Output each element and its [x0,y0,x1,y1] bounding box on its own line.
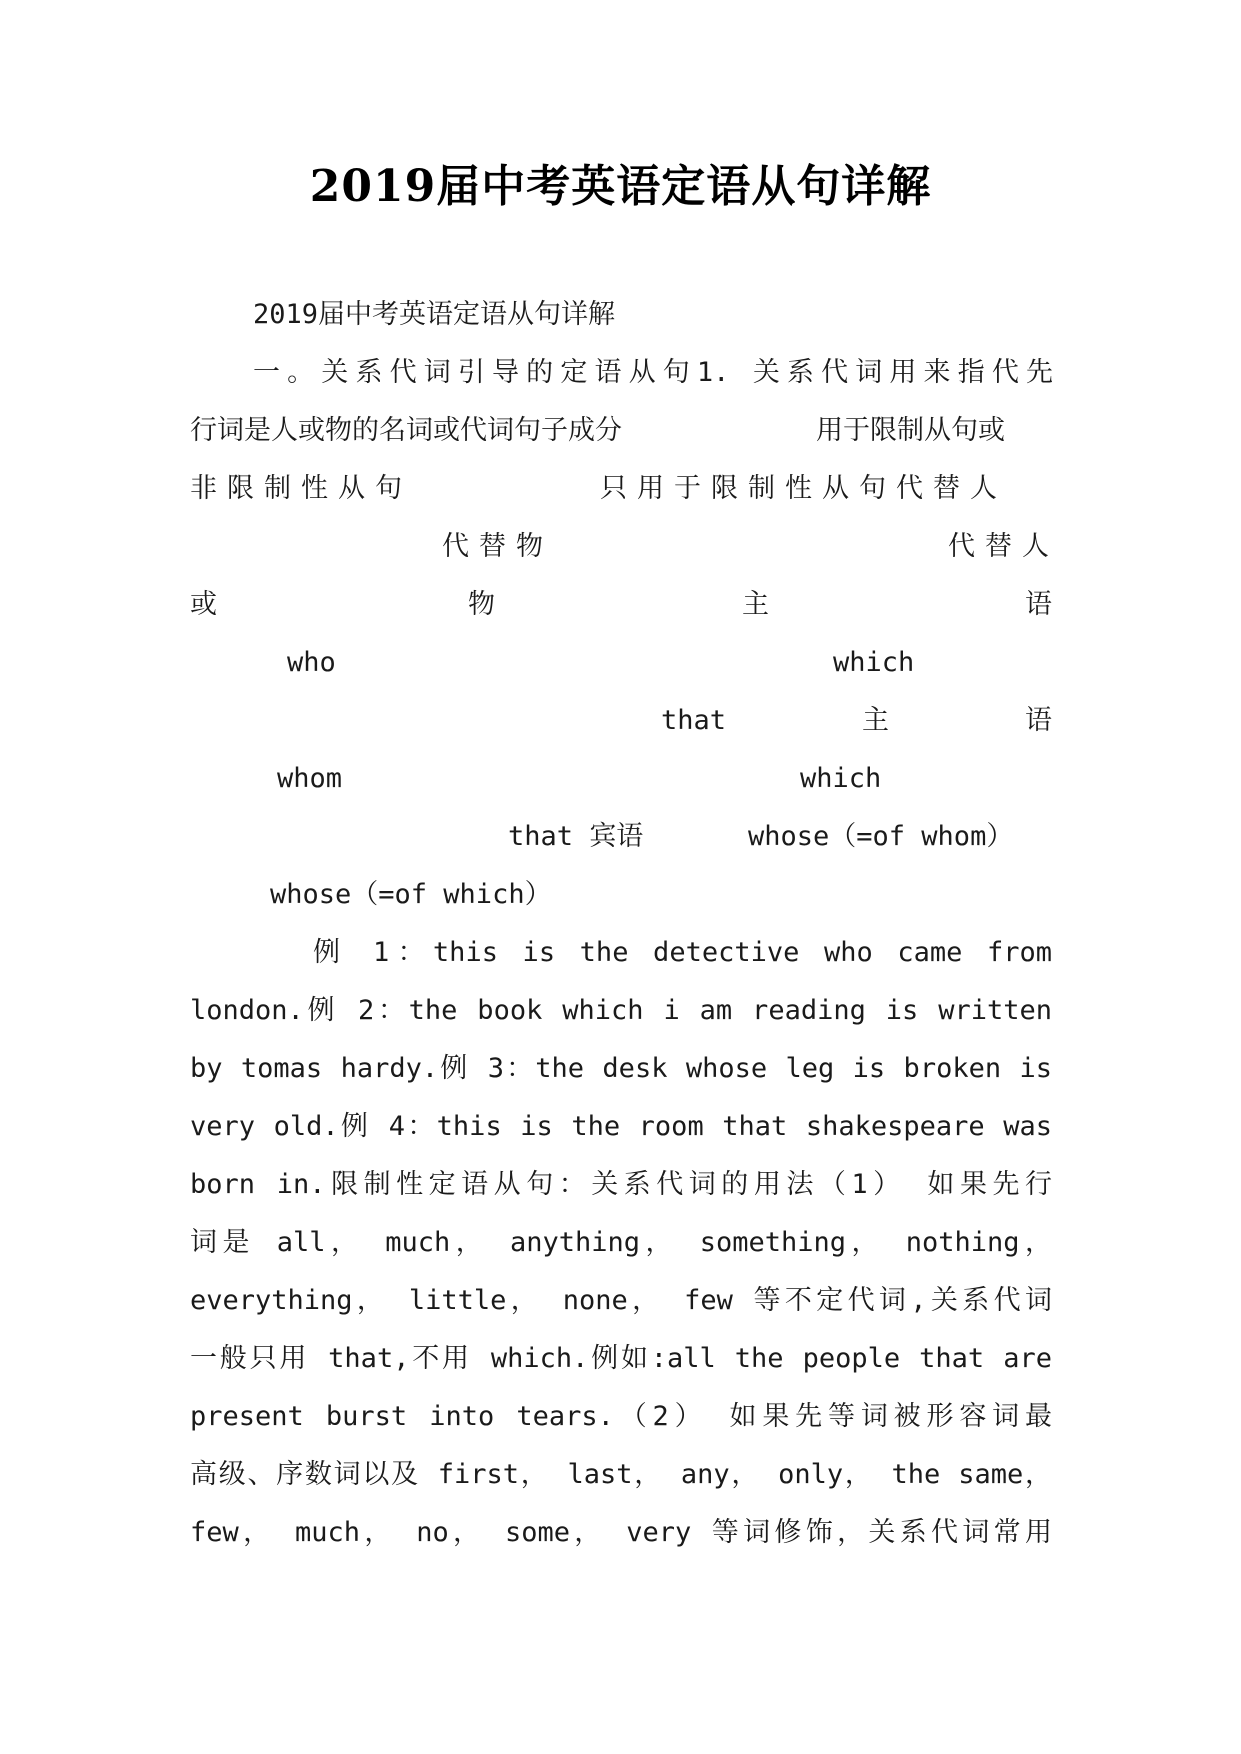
text-line: whom [277,763,343,794]
text-line: 主 [862,705,889,736]
text-line: by tomas hardy.例 3：the desk whose leg is broken is [190,1053,1052,1084]
text-line: 只用于限制性从句代替人 [600,473,1007,504]
text-line: which [800,763,882,794]
text-line: who [287,647,336,678]
text-line: whose（=of which） [270,879,552,910]
text-line: 高级、序数词以及 first， last， any， only， the same， [190,1459,1052,1490]
text-line: 一般只用 that,不用 which.例如:all the people that are [190,1343,1052,1374]
page-title: 2019届中考英语定语从句详解 [309,161,932,212]
text-line: 代替人 [948,531,1059,562]
text-line: 代替物 [442,531,553,562]
text-line: 语 [1025,589,1052,620]
subtitle: 2019届中考英语定语从句详解 [253,299,616,330]
text-line: 语 [1025,705,1052,736]
text-line: which [833,647,915,678]
text-line: 行词是人或物的名词或代词句子成分 [190,415,622,446]
text-line: london.例 2：the book which i am reading is written [190,995,1052,1026]
text-line: 物 [468,589,495,620]
text-line: everything， little， none， few 等不定代词,关系代词 [190,1285,1052,1316]
text-line: that 宾语 [508,821,644,852]
text-line: 例 1：this is the detective who came from [313,937,1052,968]
text-line: 非限制性从句 [190,473,412,504]
text-line: 一。关系代词引导的定语从句1. 关系代词用来指代先 [253,357,1053,388]
text-line: few， much， no， some， very 等词修饰，关系代词常用 [190,1517,1052,1548]
text-line: 词是 all， much， anything， something， nothing， [190,1227,1052,1258]
text-line: 主 [742,589,769,620]
text-line: born in.限制性定语从句：关系代词的用法（1） 如果先行 [190,1169,1052,1200]
text-line: whose（=of whom） [748,821,1014,852]
text-line: very old.例 4：this is the room that shakespeare was [190,1111,1052,1142]
text-line: 用于限制从句或 [816,415,1005,446]
text-line: 或 [190,589,217,620]
text-line: that [661,705,727,736]
text-line: present burst into tears.（2） 如果先等词被形容词最 [190,1401,1052,1432]
